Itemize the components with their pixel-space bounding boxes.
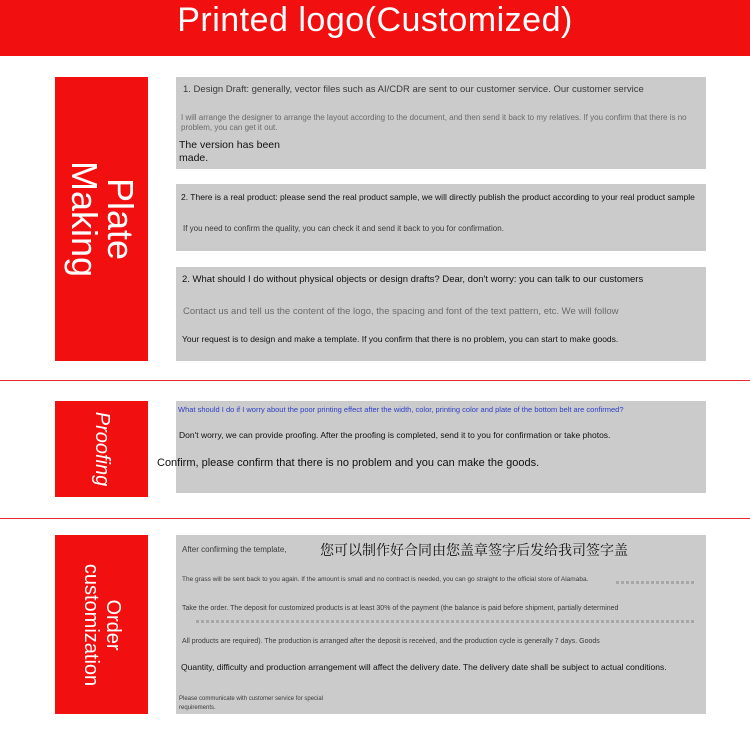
proofing-label-text: Proofing — [90, 411, 113, 487]
order-line2: The grass will be sent back to you again. If the amount is small and no contract is needed, you can go straight to the official store of Alamaba. — [182, 576, 589, 583]
proofing-confirm: Confirm, please confirm that there is no problem and you can make the goods. — [157, 457, 540, 469]
plate-making-label-text: Plate Making — [63, 160, 141, 278]
order-line1-chinese: 您可以制作好合同由您盖章签字后发给我司签字盖 — [320, 542, 628, 558]
section-divider-1 — [0, 380, 750, 381]
plate-box-design-draft — [176, 77, 706, 169]
no-draft-line1: 2. What should I do without physical objects or design drafts? Dear, don't worry: you can talk to our customers — [182, 274, 644, 285]
order-line6: Please communicate with customer service for special requirements. — [179, 696, 324, 711]
order-line1: After confirming the template, — [182, 545, 287, 554]
no-draft-line3: Your request is to design and make a template. If you confirm that there is no problem, you can start to make goods. — [182, 334, 619, 344]
proofing-box — [176, 401, 706, 493]
order-scribble-1 — [616, 581, 696, 584]
design-draft-line1: 1. Design Draft: generally, vector files such as AI/CDR are sent to our customer service. Our customer service — [183, 84, 644, 95]
order-line4: All products are required). The production is arranged after the deposit is received, and the production cycle is generally 7 days. Goods — [182, 638, 600, 645]
header-banner — [0, 0, 750, 56]
no-draft-line2: Contact us and tell us the content of the logo, the spacing and font of the text pattern, etc. We will follow — [183, 306, 619, 317]
section-divider-2 — [0, 518, 750, 519]
order-line5: Quantity, difficulty and production arrangement will affect the delivery date. The delivery date shall be subject to actual conditions. — [181, 662, 667, 672]
real-product-line1: 2. There is a real product: please send the real product sample, we will directly publish the product according to your real product sample — [181, 192, 695, 202]
proofing-question: What should I do if I worry about the poor printing effect after the width, color, printing color and plate of the bottom belt are confirmed? — [178, 405, 624, 414]
order-scribble-2 — [196, 620, 696, 623]
design-draft-line3: The version has been made. — [179, 139, 280, 164]
real-product-line2: If you need to confirm the quality, you can check it and send it back to you for confirmation. — [183, 224, 504, 233]
order-box — [176, 535, 706, 714]
proofing-label — [55, 401, 148, 497]
order-customization-label — [55, 535, 148, 714]
design-draft-line2: I will arrange the designer to arrange the layout according to the document, and then send it back to my relatives. If you confirm that there is no problem, you can get it out. — [181, 113, 687, 132]
order-line3: Take the order. The deposit for customized products is at least 30% of the payment (the balance is paid before shipment, partially determined — [182, 605, 619, 612]
proofing-answer: Don't worry, we can provide proofing. After the proofing is completed, send it to you for confirmation or take photos. — [179, 430, 611, 440]
page-title: Printed logo(Customized) — [177, 1, 573, 39]
plate-box-no-draft — [176, 267, 706, 361]
order-customization-label-text: Order customization — [79, 563, 124, 686]
plate-making-label — [55, 77, 148, 361]
plate-box-real-product — [176, 184, 706, 251]
